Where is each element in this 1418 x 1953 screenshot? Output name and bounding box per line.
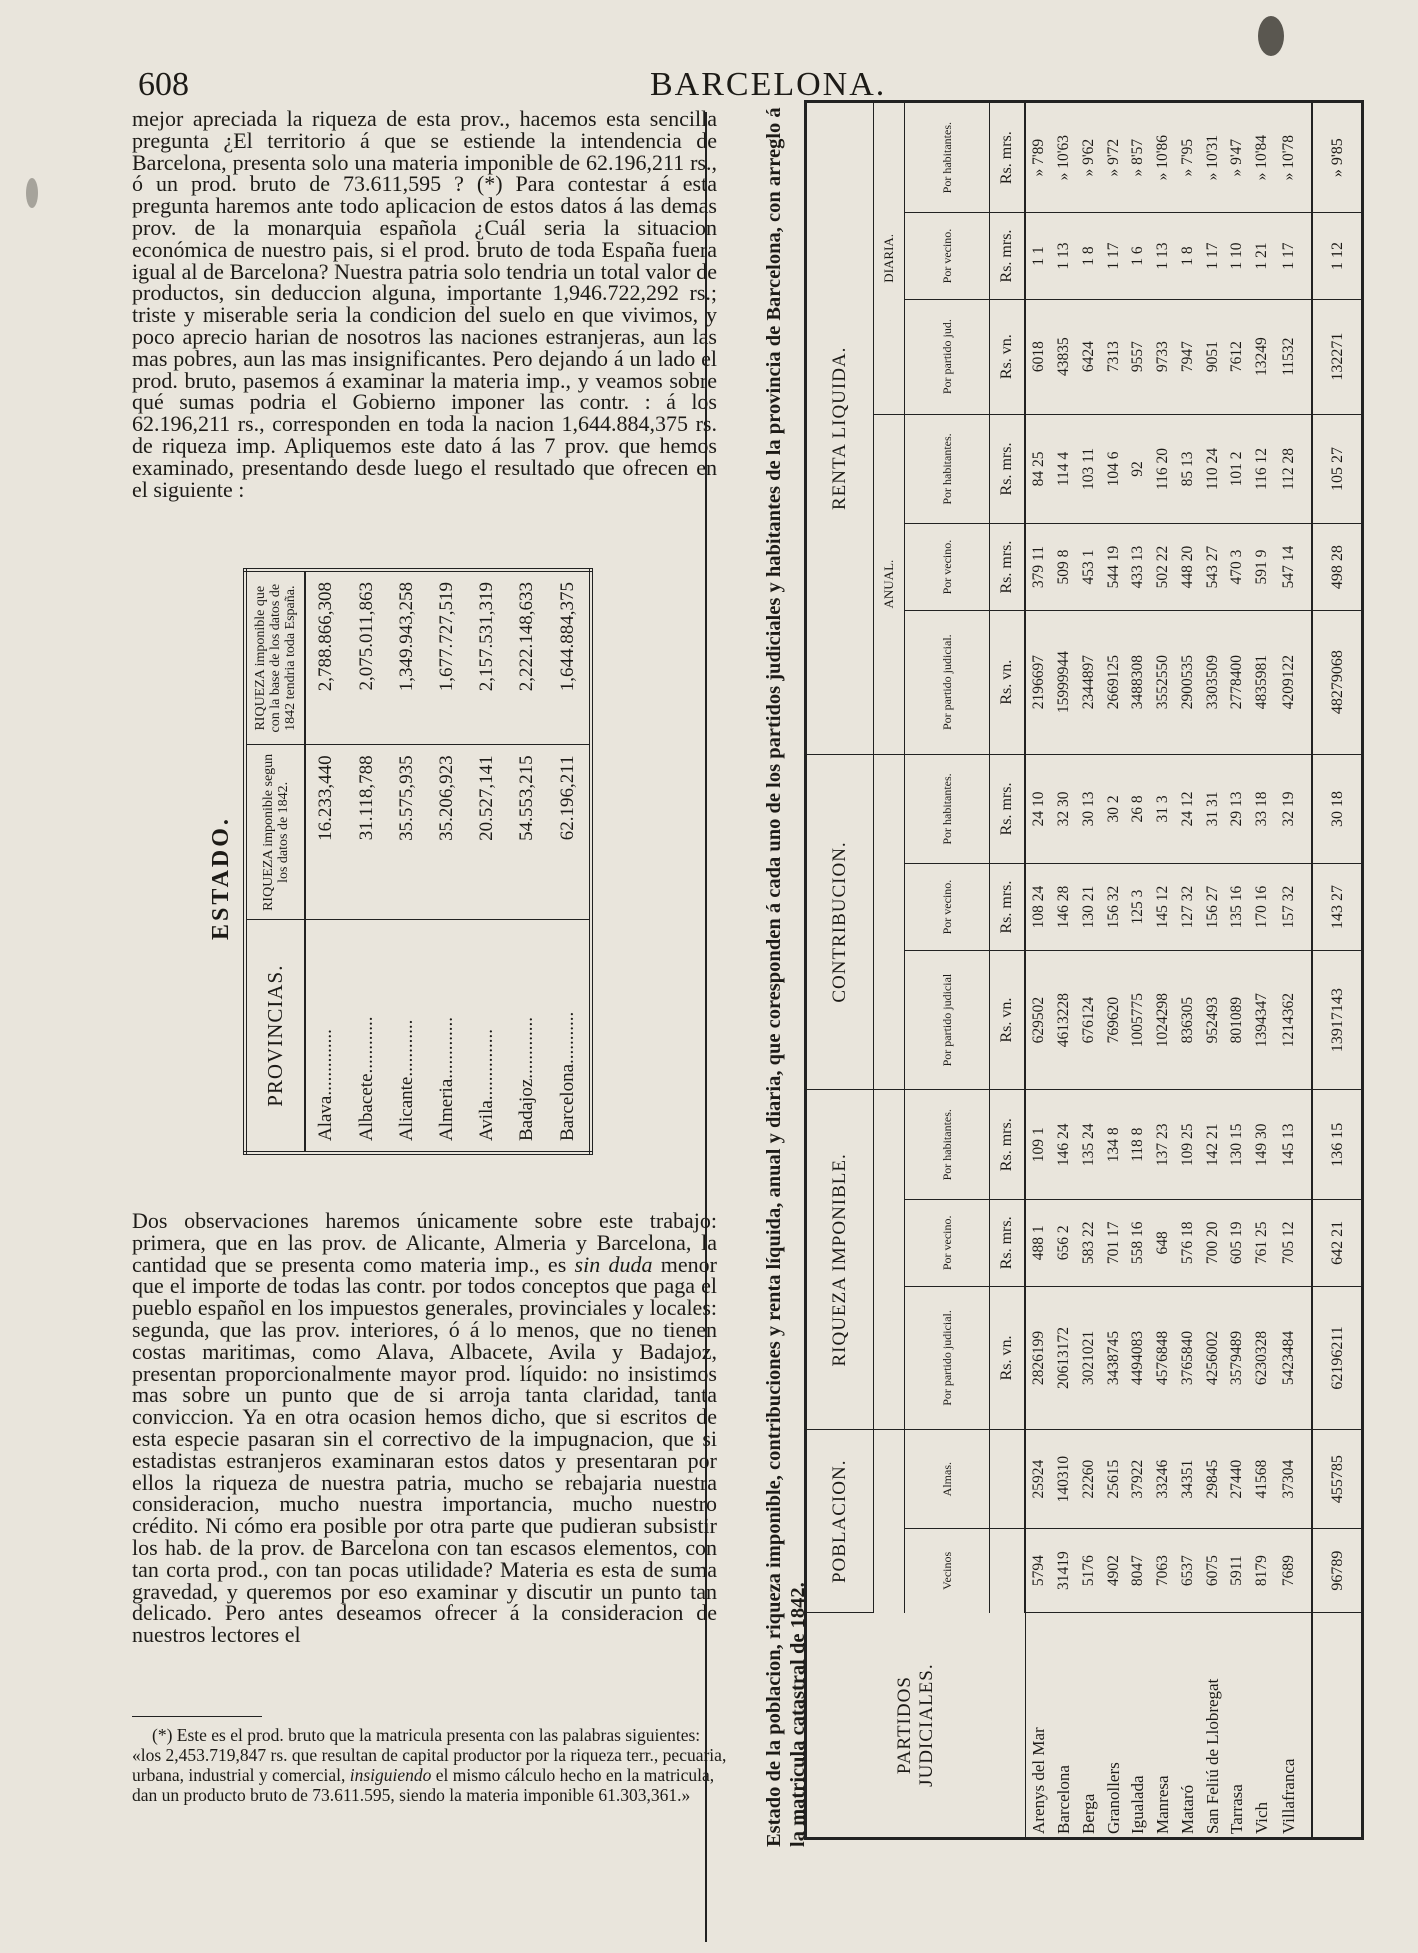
partido-value: 6018 [1025,299,1051,414]
estado-col-riqueza-espana: RIQUEZA imponible que con la base de los datos de 1842 tendria toda España. [245,570,305,745]
partido-value: 4209122 [1274,610,1312,754]
partido-value: 8047 [1126,1528,1151,1612]
unit-label: Rs. mrs. [990,864,1026,950]
partido-value: 37922 [1126,1430,1151,1529]
partido-value: 27440 [1225,1430,1250,1529]
unit-label: Rs. vn. [990,950,1026,1090]
total-value: 13917143 [1312,950,1363,1090]
partido-value: 488 1 [1025,1200,1051,1286]
total-value: 105 27 [1312,414,1363,524]
estado-row [387,570,427,1153]
footnote-text-b: el mismo cálculo hecho en la matricula, dan un producto bruto de 73.611.595, siendo la materia imponible 61.303,361.» [132,1765,715,1805]
partido-value: 25615 [1101,1430,1126,1529]
partidos-table-body [1025,102,1363,1839]
partido-row [1051,102,1076,1839]
partido-value: 8179 [1249,1528,1274,1612]
body-text-a: Dos observaciones haremos únicamente sobre este trabajo: primera, que en las prov. de Alicante, Almeria y Barcelona, la cantidad que se presenta como materia imp., es [132,1208,717,1277]
partido-value: 114 4 [1051,414,1076,524]
partido-name: Igualada [1128,1775,1148,1834]
partido-value: 1 17 [1200,213,1225,299]
partido-value: 470 3 [1225,524,1250,610]
estado-row [427,570,467,1153]
total-value: 132271 [1312,299,1363,414]
group-contribucion: CONTRIBUCION. [806,754,874,1090]
partido-value: 1 17 [1101,213,1126,299]
partido-value: 13249 [1249,299,1274,414]
partido-value: 103 11 [1076,414,1101,524]
partido-value: 2196697 [1025,610,1051,754]
partido-value: 140310 [1051,1430,1076,1529]
partido-value: 112 28 [1274,414,1312,524]
estado-row [507,570,547,1153]
estado-row [467,570,507,1153]
partido-value: 109 25 [1175,1090,1200,1200]
partido-value: 591 9 [1249,524,1274,610]
partido-value: 92 [1126,414,1151,524]
partido-value: 701 17 [1101,1200,1126,1286]
subgroup-diaria: DIARIA. [874,102,905,415]
partido-value: 31 31 [1200,754,1225,864]
partido-value: 134 8 [1101,1090,1126,1200]
partido-value: 3488308 [1126,610,1151,754]
column-header: Por partido judicial. [905,1286,990,1430]
big-table-title: Estado de la poblacion, riqueza imponible, contribuciones y renta líquida, anual y diaria, que coresponden á cada uno de los partidos judiciales y habitantes de la provincia de Barcelona, con arreglo á la matricula catastral de 1842. [763,107,809,1847]
partido-value: 109 1 [1025,1090,1051,1200]
spacer-contribucion [874,754,905,1090]
partido-value: 7063 [1150,1528,1175,1612]
ink-mark [26,178,38,208]
total-value [1312,1613,1363,1839]
partido-value: » 10'86 [1150,102,1175,213]
partido-value: 453 1 [1076,524,1101,610]
partido-value: 2778400 [1225,610,1250,754]
partido-value: 142 21 [1200,1090,1225,1200]
partido-value: 135 24 [1076,1090,1101,1200]
riqueza-value: 1,677.727,519 [427,570,467,745]
partido-row [1200,102,1225,1839]
group-poblacion: POBLACION. [806,1430,874,1613]
partido-value: » 7'89 [1025,102,1051,213]
partido-name: Arenys del Mar [1028,1727,1048,1834]
partido-value: 85 13 [1175,414,1200,524]
intro-text: mejor apreciada la riqueza de esta prov., hacemos esta sencilla pregunta ¿El territorio á que se estiende la intendencia de Barcelona, presenta solo una materia imponible de 62.196,211 rs., ó un prod. bruto de 73.611,595 ? (*) Para contestar á esta pregunta haremos ante todo aplicacion de estos datos á las demas prov. de la monarquia española ¿Cuál seria la situacion económica de nuestro pais, si el prod. bruto de toda España fuera igual al de Barcelona? Nuestra patria solo tendria un total valor de productos, sin deduccion alguna, importante 1,946.722,292 rs.; triste y miserable seria la condicion del suelo en que vivimos, y poco aprecio harian de nosotros las naciones estranjeras, aun las mas pobres, aun las mas insignificantes. Pero dejando á un lado el prod. bruto, pasemos á examinar la materia imp., y veamos sobre qué sumas podria el Gobierno imponer las contr. : á los 62.196,211 rs., corresponden en toda la nacion 1,644.884,375 rs. de riqueza imp. Apliquemos este dato á las 7 prov. que hemos examinado, presentando desde luego el resultado que ofrecen en el siguiente : [132,106,717,502]
riqueza-value: 20.527,141 [467,745,507,920]
partido-value: 146 28 [1051,864,1076,950]
partido-value: » 10'63 [1051,102,1076,213]
estado-title: ESTADO. [208,816,234,940]
total-value: 642 21 [1312,1200,1363,1286]
estado-col-provincias: PROVINCIAS. [245,920,305,1153]
partido-name: Berga [1078,1793,1098,1834]
unit-label: Rs. vn. [990,1286,1026,1430]
partido-value: 118 8 [1126,1090,1151,1200]
riqueza-value: 16.233,440 [305,745,347,920]
partido-name: Vich [1252,1801,1272,1834]
partido-value: 656 2 [1051,1200,1076,1286]
partido-value: » 10'78 [1274,102,1312,213]
partido-value: 952493 [1200,950,1225,1090]
spacer-riqueza [874,1090,905,1430]
column-header: Por partido judicial. [905,610,990,754]
partido-row [1076,102,1101,1839]
body-paragraph [132,1210,717,1646]
province-name: Albacete............ [355,1016,377,1141]
riqueza-value: 2,788.866,308 [305,570,347,745]
partido-name: Villafranca [1279,1758,1299,1834]
partido-value: 156 32 [1101,864,1126,950]
unit-label: Rs. mrs. [990,1200,1026,1286]
partido-value: 125 3 [1126,864,1151,950]
partido-value: 836305 [1175,950,1200,1090]
partido-value: 648 [1150,1200,1175,1286]
riqueza-value: 1,349.943,258 [387,570,427,745]
partido-value: 7313 [1101,299,1126,414]
partido-value: 583 22 [1076,1200,1101,1286]
ink-blot [1258,16,1284,56]
estado-table-body [305,570,591,1153]
partido-value: 130 15 [1225,1090,1250,1200]
partido-value: 33246 [1150,1430,1175,1529]
partido-value: 130 21 [1076,864,1101,950]
page-number: 608 [138,66,189,103]
partido-value: 26 8 [1126,754,1151,864]
partido-name: Manresa [1153,1775,1173,1834]
partido-value: 5423484 [1274,1286,1312,1430]
column-header: Por habitantes. [905,754,990,864]
riqueza-value: 2,222.148,633 [507,570,547,745]
partido-value: 43835 [1051,299,1076,414]
partido-value: 149 30 [1249,1090,1274,1200]
partido-row [1025,102,1051,1839]
unit-label: Rs. mrs. [990,213,1026,299]
riqueza-value: 62.196,211 [547,745,591,920]
total-value: 143 27 [1312,864,1363,950]
subgroup-anual: ANUAL. [874,414,905,754]
partido-value: 146 24 [1051,1090,1076,1200]
footnote-rule [132,1716,262,1717]
column-header: Por partido jud. [905,299,990,414]
partido-value: 116 20 [1150,414,1175,524]
partido-value: 379 11 [1025,524,1051,610]
partido-value: 137 23 [1150,1090,1175,1200]
partido-value: 1 10 [1225,213,1250,299]
partido-value: 7689 [1274,1528,1312,1612]
partido-value: 700 20 [1200,1200,1225,1286]
intro-paragraph [132,108,717,500]
partido-value: 769620 [1101,950,1126,1090]
partido-value: 705 12 [1274,1200,1312,1286]
riqueza-value: 2,075.011,863 [347,570,387,745]
big-table-wrapper [804,100,1364,1840]
partido-value: 41568 [1249,1430,1274,1529]
total-value: 455785 [1312,1430,1363,1529]
partido-value: 629502 [1025,950,1051,1090]
estado-row [347,570,387,1153]
partido-value: 547 14 [1274,524,1312,610]
partido-value: 6424 [1076,299,1101,414]
partido-value: 30 2 [1101,754,1126,864]
partido-value: 1024298 [1150,950,1175,1090]
province-name: Almeria............. [436,1016,458,1141]
riqueza-value: 1,644.884,375 [547,570,591,745]
unit-label: Rs. mrs. [990,754,1026,864]
partido-value: 9733 [1150,299,1175,414]
partido-value: 543 27 [1200,524,1225,610]
partido-value: 145 13 [1274,1090,1312,1200]
partido-value: 576 18 [1175,1200,1200,1286]
partido-value: 3579489 [1225,1286,1250,1430]
partido-value: » 10'31 [1200,102,1225,213]
partido-value: 7947 [1175,299,1200,414]
partido-value: 101 2 [1225,414,1250,524]
province-name: Alicante............ [396,1019,417,1141]
partido-value: 3552550 [1150,610,1175,754]
unit-label: Rs. vn. [990,610,1026,754]
partido-value: 7612 [1225,299,1250,414]
partido-value: 1 8 [1175,213,1200,299]
estado-table [243,568,593,1155]
total-value: 62196211 [1312,1286,1363,1430]
partido-value: » 7'95 [1175,102,1200,213]
partido-value: 31 3 [1150,754,1175,864]
partido-value: » 9'72 [1101,102,1126,213]
partido-value: 1 1 [1025,213,1051,299]
partido-value: » 9'62 [1076,102,1101,213]
partido-value: 509 8 [1051,524,1076,610]
body-text [132,1210,717,1646]
partido-value: 2344897 [1076,610,1101,754]
partido-value: 32 30 [1051,754,1076,864]
partido-value: » 9'47 [1225,102,1250,213]
partido-value: 30 13 [1076,754,1101,864]
total-value: 498 28 [1312,524,1363,610]
partido-value: 84 25 [1025,414,1051,524]
partido-value: 4902 [1101,1528,1126,1612]
riqueza-value: 35.206,923 [427,745,467,920]
estado-col-riqueza-1842: RIQUEZA imponible segun los datos de 1842. [245,745,305,920]
partido-value: 116 12 [1249,414,1274,524]
column-header: Por habitantes. [905,414,990,524]
totals-row [1312,102,1363,1839]
partido-value: 34351 [1175,1430,1200,1529]
province-name: Alava.............. [315,1029,337,1141]
riqueza-value: 31.118,788 [347,745,387,920]
partido-value: 676124 [1076,950,1101,1090]
partido-value: 3438745 [1101,1286,1126,1430]
partido-value: 24 12 [1175,754,1200,864]
partido-row [1101,102,1126,1839]
unit-label: Rs. mrs. [990,102,1026,213]
partido-value: 108 24 [1025,864,1051,950]
partido-name: Granollers [1103,1762,1123,1834]
partido-value: 6537 [1175,1528,1200,1612]
unit-label: Rs. mrs. [990,414,1026,524]
body-text-b: menor que el importe de todas las contr. por todos conceptos que paga el pueblo español en los impuestos generales, provinciales y locales: segunda, que las prov. interiores, ó á lo menos, que no tienen costas maritimas, como Alava, Albacete, Avila y Badajoz, presentan proporcionalmente mayor prod. líquido: no insistimos mas sobre un punto que de si arroja tanta claridad, tanta conviccion. Ya en otra ocasion hemos dicho, que si escritos de esta especie pasaran sin el correctivo de la impugnacion, que si estadistas estranjeros examinaran estos datos y presentaran por ellos la riqueza de nuestra patria, mucho se rebajaria nuestra consideracion, mucho nuestra importancia, mucho nuestro crédito. Ni cómo era posible por otra parte que pudieran subsistir los hab. de la prov. de Barcelona con tan escasos elementos, con tan corta prod., con tan pocas utilidade? Materia es esta de suma gravedad, y queremos por eso examinar y discutir un punto tan delicado. Pero antes deseamos ofrecer á la consideracion de nuestros lectores el [132,1251,717,1648]
column-header: Por vecino. [905,524,990,610]
province-name: Barcelona........... [557,1011,579,1141]
partido-value: 9051 [1200,299,1225,414]
partido-value: 22260 [1076,1430,1101,1529]
partido-value: 24 10 [1025,754,1051,864]
partido-value: 801089 [1225,950,1250,1090]
partido-value: 1394347 [1249,950,1274,1090]
column-header: Por habitantes. [905,102,990,213]
unit-spacer [990,1528,1026,1612]
column-header: Por vecino. [905,213,990,299]
estado-row [305,570,347,1153]
partido-value: 110 24 [1200,414,1225,524]
footnote-emphasis: insiguiendo [349,1765,432,1785]
group-renta: RENTA LIQUIDA. [806,102,874,755]
partido-value: » 8'57 [1126,102,1151,213]
partido-value: 5794 [1025,1528,1051,1612]
partido-value: 25924 [1025,1430,1051,1529]
partido-row [1249,102,1274,1839]
total-value: » 9'85 [1312,102,1363,213]
column-header: Almas. [905,1430,990,1529]
partido-value: 32 19 [1274,754,1312,864]
partido-row [1126,102,1151,1839]
total-value: 1 12 [1312,213,1363,299]
partido-value: 104 6 [1101,414,1126,524]
partido-value: 1 21 [1249,213,1274,299]
partido-name: Tarrasa [1227,1784,1247,1834]
partido-value: 2900535 [1175,610,1200,754]
partido-value: 3021021 [1076,1286,1101,1430]
province-name: Avila............... [476,1028,498,1141]
group-partidos: PARTIDOS JUDICIALES. [806,1613,1026,1839]
partido-value: 20613172 [1051,1286,1076,1430]
partido-value: 1 8 [1076,213,1101,299]
province-name: Badajoz............. [516,1016,538,1141]
riqueza-value: 54.553,215 [507,745,547,920]
total-value: 136 15 [1312,1090,1363,1200]
partido-value: 11532 [1274,299,1312,414]
partido-name: San Feliú de Llobregat [1202,1678,1222,1834]
riqueza-value: 35.575,935 [387,745,427,920]
partido-value: 135 16 [1225,864,1250,950]
partido-value: 145 12 [1150,864,1175,950]
partido-value: 1 13 [1150,213,1175,299]
partido-value: 1 13 [1051,213,1076,299]
estado-table-wrapper [243,568,593,1155]
partido-value: 9557 [1126,299,1151,414]
spacer-poblacion [874,1430,905,1613]
partido-value: 29845 [1200,1430,1225,1529]
partido-value: 33 18 [1249,754,1274,864]
partido-row [1150,102,1175,1839]
partido-value: 5176 [1076,1528,1101,1612]
column-header: Por habitantes. [905,1090,990,1200]
unit-label: Rs. vn. [990,299,1026,414]
total-value: 96789 [1312,1528,1363,1612]
partido-value: 37304 [1274,1430,1312,1529]
partido-value: 4613228 [1051,950,1076,1090]
partido-value: 2669125 [1101,610,1126,754]
column-header: Por vecino. [905,864,990,950]
partido-value: 4256002 [1200,1286,1225,1430]
total-value: 48279068 [1312,610,1363,754]
column-header: Por partido judicial [905,950,990,1090]
partido-value: 761 25 [1249,1200,1274,1286]
footnote-text-a: (*) Este es el prod. bruto que la matricula presenta con las palabras siguientes: «los 2,453.719,847 rs. que resultan de capital productor por la riqueza terr., pecuaria, urbana, industrial y comercial, [132,1725,727,1785]
partido-row [1175,102,1200,1839]
partido-value: 1 17 [1274,213,1312,299]
partido-value: 6075 [1200,1528,1225,1612]
partido-value: 605 19 [1225,1200,1250,1286]
unit-label: Rs. mrs. [990,1090,1026,1200]
partido-value: 170 16 [1249,864,1274,950]
partido-name: Mataró [1177,1784,1197,1834]
partido-value: 2826199 [1025,1286,1051,1430]
column-header-row [905,102,990,1839]
partido-row [1274,102,1312,1839]
partido-value: 448 20 [1175,524,1200,610]
partido-value: 29 13 [1225,754,1250,864]
footnote-text [132,1725,732,1805]
partido-value: 6230328 [1249,1286,1274,1430]
partido-value: 4835981 [1249,610,1274,754]
partido-value: 4494083 [1126,1286,1151,1430]
partido-value: 433 13 [1126,524,1151,610]
total-value: 30 18 [1312,754,1363,864]
partido-value: 502 22 [1150,524,1175,610]
partido-value: 558 16 [1126,1200,1151,1286]
partido-row [1225,102,1250,1839]
column-header: Por vecino. [905,1200,990,1286]
partido-name: Barcelona [1054,1765,1074,1834]
partidos-table [804,100,1364,1840]
partido-value: 31419 [1051,1528,1076,1612]
column-header: Vecinos [905,1528,990,1612]
running-title: BARCELONA. [650,66,887,103]
partido-value: 4576848 [1150,1286,1175,1430]
partido-value: 1005775 [1126,950,1151,1090]
partido-value: 15999944 [1051,610,1076,754]
partido-value: 1214362 [1274,950,1312,1090]
partido-value: 157 32 [1274,864,1312,950]
unit-row [990,102,1026,1839]
body-text-emphasis: sin duda [574,1251,653,1277]
partido-value: 3303509 [1200,610,1225,754]
footnote [132,1725,732,1805]
unit-label [990,1430,1026,1529]
unit-label: Rs. mrs. [990,524,1026,610]
riqueza-value: 2,157.531,319 [467,570,507,745]
partido-value: 544 19 [1101,524,1126,610]
estado-row [547,570,591,1153]
partido-value: 3765840 [1175,1286,1200,1430]
group-riqueza: RIQUEZA IMPONIBLE. [806,1090,874,1430]
partido-value: » 10'84 [1249,102,1274,213]
partido-value: 1 6 [1126,213,1151,299]
partido-value: 156 27 [1200,864,1225,950]
partido-value: 5911 [1225,1528,1250,1612]
partido-value: 127 32 [1175,864,1200,950]
